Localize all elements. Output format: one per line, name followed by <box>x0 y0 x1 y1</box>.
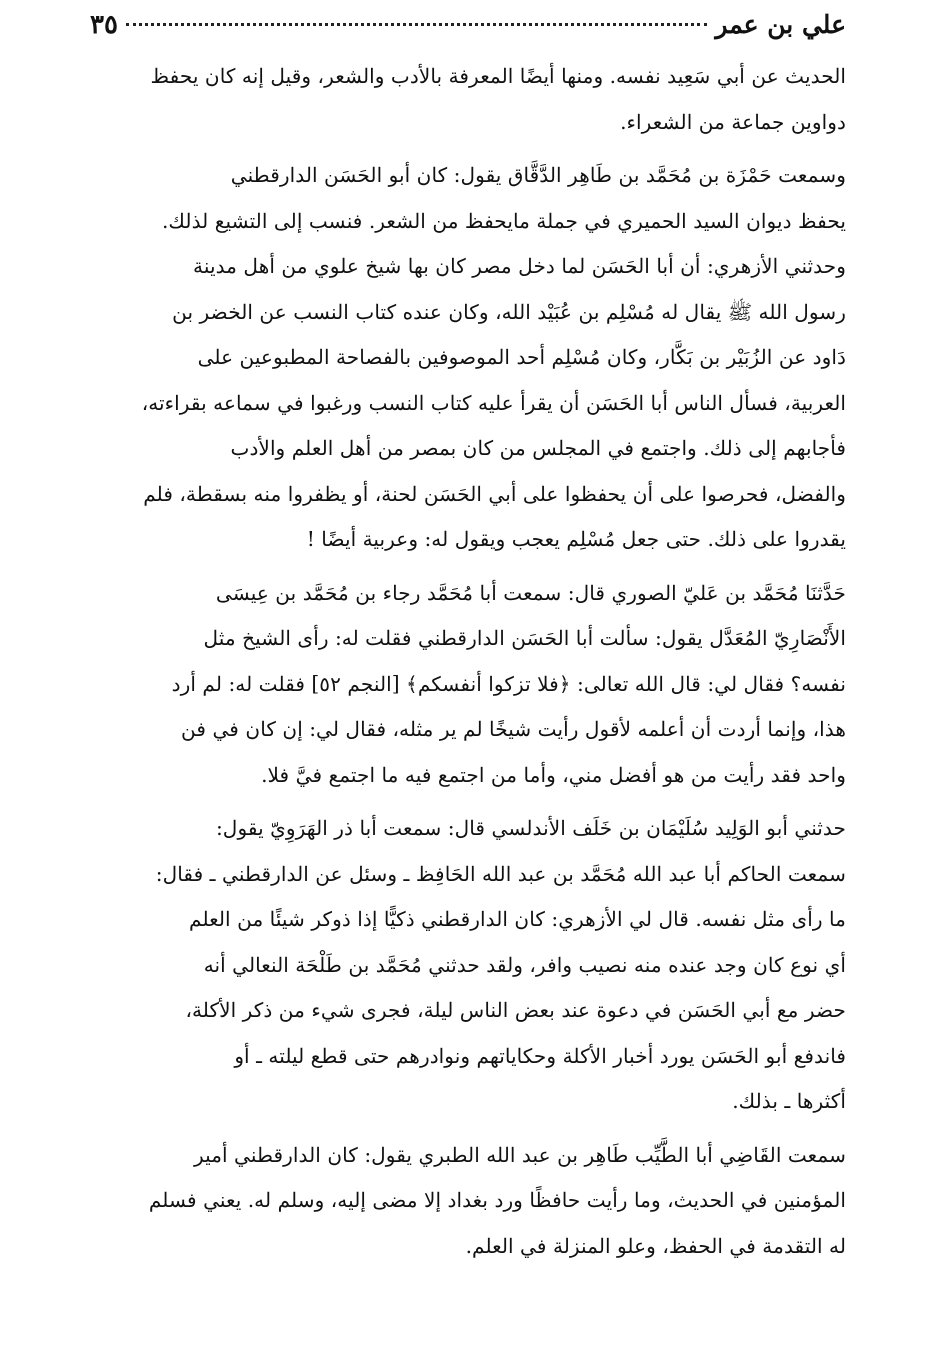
book-page <box>90 10 846 1269</box>
text-line: أي نوع كان وجد عنده منه نصيب وافر، ولقد حدثني مُحَمَّد بن طَلْحَة النعالي أنه <box>203 952 846 977</box>
text-line: وحدثني الأزهري: أن أبا الحَسَن لما دخل مصر كان بها شيخ علوي من أهل مدينة <box>193 254 846 278</box>
text-line: سمعت الحاكم أبا عبد الله مُحَمَّد بن عبد الله الحَافِظ ـ وسئل عن الدارقطني ـ فقال: <box>155 861 846 886</box>
text-line: والفضل، فحرصوا على أن يحفظوا على أبي الحَسَن لحنة، أو يظفروا منه بسقطة، فلم <box>143 481 846 506</box>
text-line: يحفظ ديوان السيد الحميري في جملة مايحفظ من الشعر. فنسب إلى التشيع لذلك. <box>162 208 846 233</box>
text-line: فأجابهم إلى ذلك. واجتمع في المجلس من كان بمصر من أهل العلم والأدب <box>230 436 846 460</box>
text-line: رسول الله ﷺ يقال له مُسْلِم بن عُبَيْد الله، وكان عنده كتاب النسب عن الخضر بن <box>172 299 846 324</box>
text-line: له التقدمة في الحفظ، وعلو المنزلة في العلم. <box>465 1233 846 1258</box>
text-line: يقدروا على ذلك. حتى جعل مُسْلِم يعجب ويقول له: وعربية أيضًا ! <box>306 527 846 551</box>
running-header <box>90 10 846 54</box>
text-line: نفسه؟ فقال لي: قال الله تعالى: ﴿فلا تزكوا أنفسكم﴾ [النجم ٥٢] فقلت له: لم أرد <box>171 671 846 696</box>
text-line: المؤمنين في الحديث، وما رأيت حافظًا ورد بغداد إلا مضى إليه، وسلم له. يعني فسلم <box>148 1188 846 1212</box>
text-line: دواوين جماعة من الشعراء. <box>620 109 846 134</box>
page-number: ٣٥ <box>90 10 118 40</box>
paragraph <box>90 571 846 799</box>
text-line: حدثني أبو الوَلِيد سُلَيْمَان بن خَلَف الأندلسي قال: سمعت أبا ذر الهَرَوِيّ يقول: <box>215 816 846 840</box>
dotted-leader <box>126 23 707 26</box>
text-line: فاندفع أبو الحَسَن يورد أخبار الأكلة وحكاياتهم ونوادرهم حتى قطع ليلته ـ أو <box>234 1043 846 1068</box>
running-title: علي بن عمر <box>715 10 846 39</box>
text-line: واحد فقد رأيت من هو أفضل مني، وأما من اجتمع فيه ما اجتمع فيَّ فلا. <box>261 762 846 787</box>
paragraph <box>90 153 846 563</box>
paragraph <box>90 1133 846 1270</box>
text-line: وسمعت حَمْزَة بن مُحَمَّد بن طَاهِر الدَّقَّاق يقول: كان أبو الحَسَن الدارقطني <box>230 163 846 187</box>
text-line: حضر مع أبي الحَسَن في دعوة عند بعض الناس ليلة، فجرى شيء من ذكر الأكلة، <box>185 998 846 1022</box>
text-line: ما رأى مثل نفسه. قال لي الأزهري: كان الدارقطني ذكيًّا إذا ذوكر شيئًا من العلم <box>189 907 846 931</box>
paragraph <box>90 806 846 1125</box>
paragraph <box>90 54 846 145</box>
body-text <box>90 54 846 1269</box>
text-line: الأَنْصَارِيّ المُعَدَّل يقول: سألت أبا الحَسَن الدارقطني فقلت له: رأى الشيخ مثل <box>203 626 846 650</box>
text-line: هذا، وإنما أردت أن أعلمه لأقول رأيت شيخًا لم ير مثله، فقال لي: إن كان في فن <box>181 717 846 741</box>
text-line: حَدَّثنَا مُحَمَّد بن عَليّ الصوري قال: سمعت أبا مُحَمَّد رجاء بن مُحَمَّد بن عِيسَى <box>215 580 846 605</box>
text-line: العربية، فسأل الناس أبا الحَسَن أن يقرأ عليه كتاب النسب ورغبوا في سماعه بقراءته، <box>141 390 846 415</box>
text-line: أكثرها ـ بذلك. <box>732 1089 846 1113</box>
text-line: الحديث عن أبي سَعِيد نفسه. ومنها أيضًا المعرفة بالأدب والشعر، وقيل إنه كان يحفظ <box>150 64 846 88</box>
text-line: سمعت القَاضِي أبا الطَّيِّب طَاهِر بن عبد الله الطبري يقول: كان الدارقطني أمير <box>193 1142 846 1167</box>
text-line: دَاود عن الزُبَيْر بن بَكَّار، وكان مُسْلِم أحد الموصوفين بالفصاحة المطبوعين على <box>197 345 846 369</box>
